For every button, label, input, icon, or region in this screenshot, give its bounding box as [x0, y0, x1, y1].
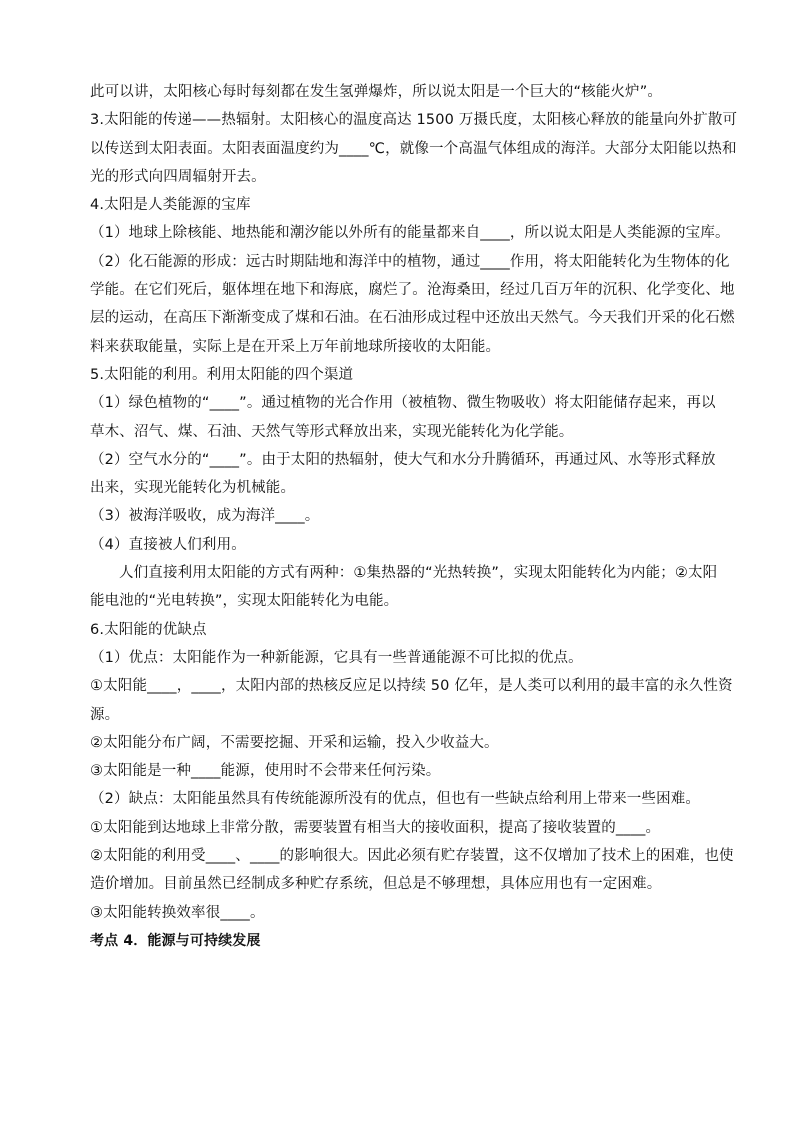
text-line: ③太阳能是一种____能源，使用时不会带来任何污染。 [90, 763, 441, 780]
text-line: 料来获取能量，实际上是在开采上万年前地球所接收的太阳能。 [90, 338, 501, 355]
text-line: （1）优点：太阳能作为一种新能源，它具有一些普通能源不可比拟的优点。 [90, 649, 583, 666]
section-4-heading: 4.太阳是人类能源的宝库 [90, 197, 251, 214]
text-line: 以传送到太阳表面。太阳表面温度约为____℃，就像一个高温气体组成的海洋。大部分太阳能以热和 [90, 140, 737, 157]
text-line: 此可以讲，太阳核心每时每刻都在发生氢弹爆炸，所以说太阳是一个巨大的“核能火炉”。 [90, 84, 663, 100]
text-line: （1）地球上除核能、地热能和潮汐能以外所有的能量都来自____，所以说太阳是人类能源的宝库。 [90, 225, 730, 242]
text-line: （2）缺点：太阳能虽然具有传统能源所没有的优点，但也有一些缺点给利用上带来一些困难。 [90, 791, 701, 808]
text-line: ③太阳能转换效率很____。 [90, 904, 265, 921]
text-line: 源。 [90, 706, 120, 723]
text-line: 出来，实现光能转化为机械能。 [90, 480, 296, 497]
indented-paragraph-line: 人们直接利用太阳能的方式有两种：①集热器的“光热转换”，实现太阳能转化为内能；②太阳 [119, 565, 718, 582]
text-line: （3）被海洋吸收，成为海洋____。 [90, 508, 320, 525]
document-body [90, 78, 738, 955]
text-line: 草木、沼气、煤、石油、天然气等形式释放出来，实现光能转化为化学能。 [90, 423, 574, 440]
section-3-heading-line: 3.太阳能的传递——热辐射。太阳核心的温度高达 1500 万摄氏度，太阳核心释放的能量向外扩散可 [90, 112, 738, 129]
text-line: ①太阳能到达地球上非常分散，需要装置有相当大的接收面积，提高了接收装置的____。 [90, 819, 661, 836]
exam-point-4-heading: 考点 4．能源与可持续发展 [90, 932, 261, 949]
text-line: 学能。在它们死后，躯体埋在地下和海底，腐烂了。沧海桑田，经过几百万年的沉积、化学变化、地 [90, 282, 735, 299]
section-6-heading: 6.太阳能的优缺点 [90, 621, 207, 638]
text-line: （2）空气水分的“____”。由于太阳的热辐射，使大气和水分升腾循环，再通过风、水等形式释放 [90, 451, 716, 468]
text-line: （4）直接被人们利用。 [90, 536, 246, 553]
text-line: ②太阳能分布广阔，不需要挖掘、开采和运输，投入少收益大。 [90, 734, 499, 751]
text-line: 层的运动，在高压下渐渐变成了煤和石油。在石油形成过程中还放出天然气。今天我们开采的化石燃 [90, 310, 735, 327]
text-line: ①太阳能____，____，太阳内部的热核反应足以持续 50 亿年，是人类可以利用的最丰富的永久性资 [90, 678, 733, 695]
text-line: （2）化石能源的形成：远古时期陆地和海洋中的植物，通过____作用，将太阳能转化为生物体的化 [90, 253, 730, 270]
text-line: 能电池的“光电转换”，实现太阳能转化为电能。 [90, 593, 399, 610]
text-line: ②太阳能的利用受____、____的影响很大。因此必须有贮存装置，这不仅增加了技术上的困难，也使 [90, 848, 734, 865]
text-line: （1）绿色植物的“____”。通过植物的光合作用（被植物、微生物吸收）将太阳能储存起来，再以 [90, 395, 716, 412]
text-line: 光的形式向四周辐射开去。 [90, 168, 266, 185]
section-5-heading: 5.太阳能的利用。利用太阳能的四个渠道 [90, 366, 354, 383]
text-line: 造价增加。目前虽然已经制成多种贮存系统，但总是不够理想，具体应用也有一定困难。 [90, 876, 662, 893]
